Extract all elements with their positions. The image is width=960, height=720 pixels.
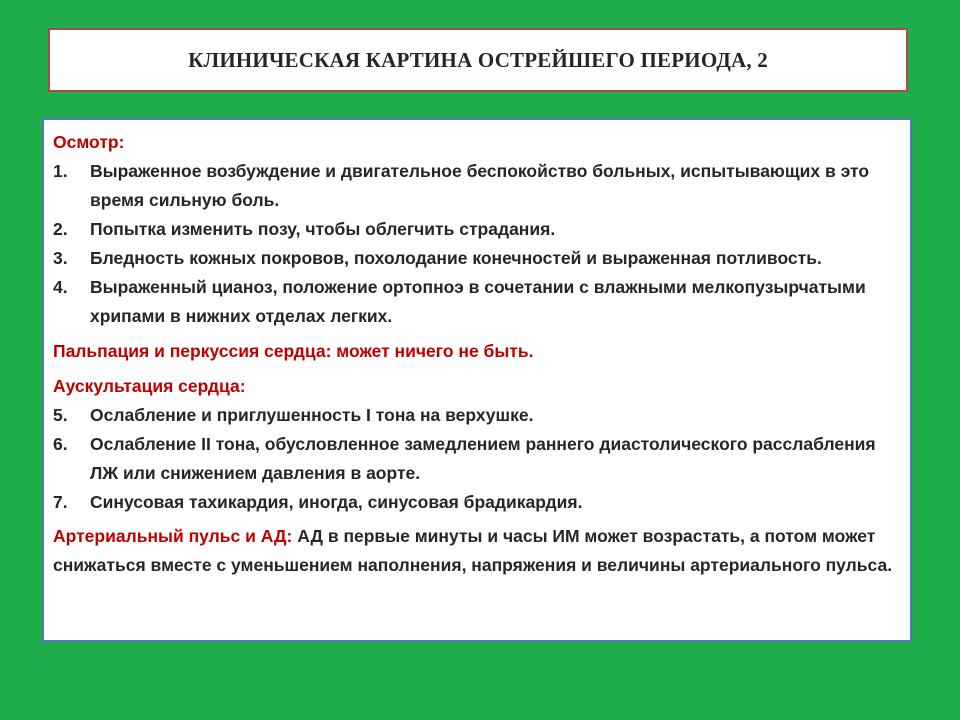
pulse-text: АД в первые минуты и часы ИМ может возрастать, а потом может снижаться вместе с уменьшением наполнения, напряжения и величины артериального пульса. bbox=[53, 526, 893, 575]
auscultation-heading: Аускультация сердца: bbox=[53, 376, 246, 396]
finding-item bbox=[53, 244, 900, 273]
finding-number: 3. bbox=[53, 248, 68, 268]
pulse-paragraph bbox=[53, 522, 900, 580]
slide-title-box bbox=[48, 28, 908, 92]
slide-title: КЛИНИЧЕСКАЯ КАРТИНА ОСТРЕЙШЕГО ПЕРИОДА, 2 bbox=[188, 47, 768, 72]
finding-number: 6. bbox=[53, 434, 68, 454]
finding-text: Выраженное возбуждение и двигательное беспокойство больных, испытывающих в это время сильную боль. bbox=[90, 161, 870, 210]
content-panel bbox=[42, 118, 912, 642]
finding-text: Ослабление и приглушенность I тона на верхушке. bbox=[90, 405, 534, 425]
palpation-heading: Пальпация и перкуссия сердца: может ничего не быть. bbox=[53, 341, 534, 361]
finding-text: Ослабление II тона, обусловленное замедлением раннего диастолического расслабления ЛЖ или снижением давления в аорте. bbox=[90, 434, 876, 483]
finding-text: Попытка изменить позу, чтобы облегчить страдания. bbox=[90, 219, 556, 239]
finding-item bbox=[53, 430, 900, 488]
finding-item bbox=[53, 401, 900, 430]
examination-list bbox=[53, 157, 900, 331]
finding-item bbox=[53, 273, 900, 331]
finding-number: 2. bbox=[53, 219, 68, 239]
finding-text: Синусовая тахикардия, иногда, синусовая брадикардия. bbox=[90, 492, 583, 512]
finding-number: 7. bbox=[53, 492, 68, 512]
finding-item bbox=[53, 215, 900, 244]
pulse-label: Артериальный пульс и АД: bbox=[53, 526, 293, 546]
finding-item bbox=[53, 157, 900, 215]
auscultation-list bbox=[53, 401, 900, 517]
finding-number: 1. bbox=[53, 161, 68, 181]
finding-number: 5. bbox=[53, 405, 68, 425]
examination-heading: Осмотр: bbox=[53, 132, 125, 152]
finding-item bbox=[53, 488, 900, 517]
finding-text: Бледность кожных покровов, похолодание конечностей и выраженная потливость. bbox=[90, 248, 822, 268]
finding-number: 4. bbox=[53, 277, 68, 297]
finding-text: Выраженный цианоз, положение ортопноэ в сочетании с влажными мелкопузырчатыми хрипами в нижних отделах легких. bbox=[90, 277, 866, 326]
